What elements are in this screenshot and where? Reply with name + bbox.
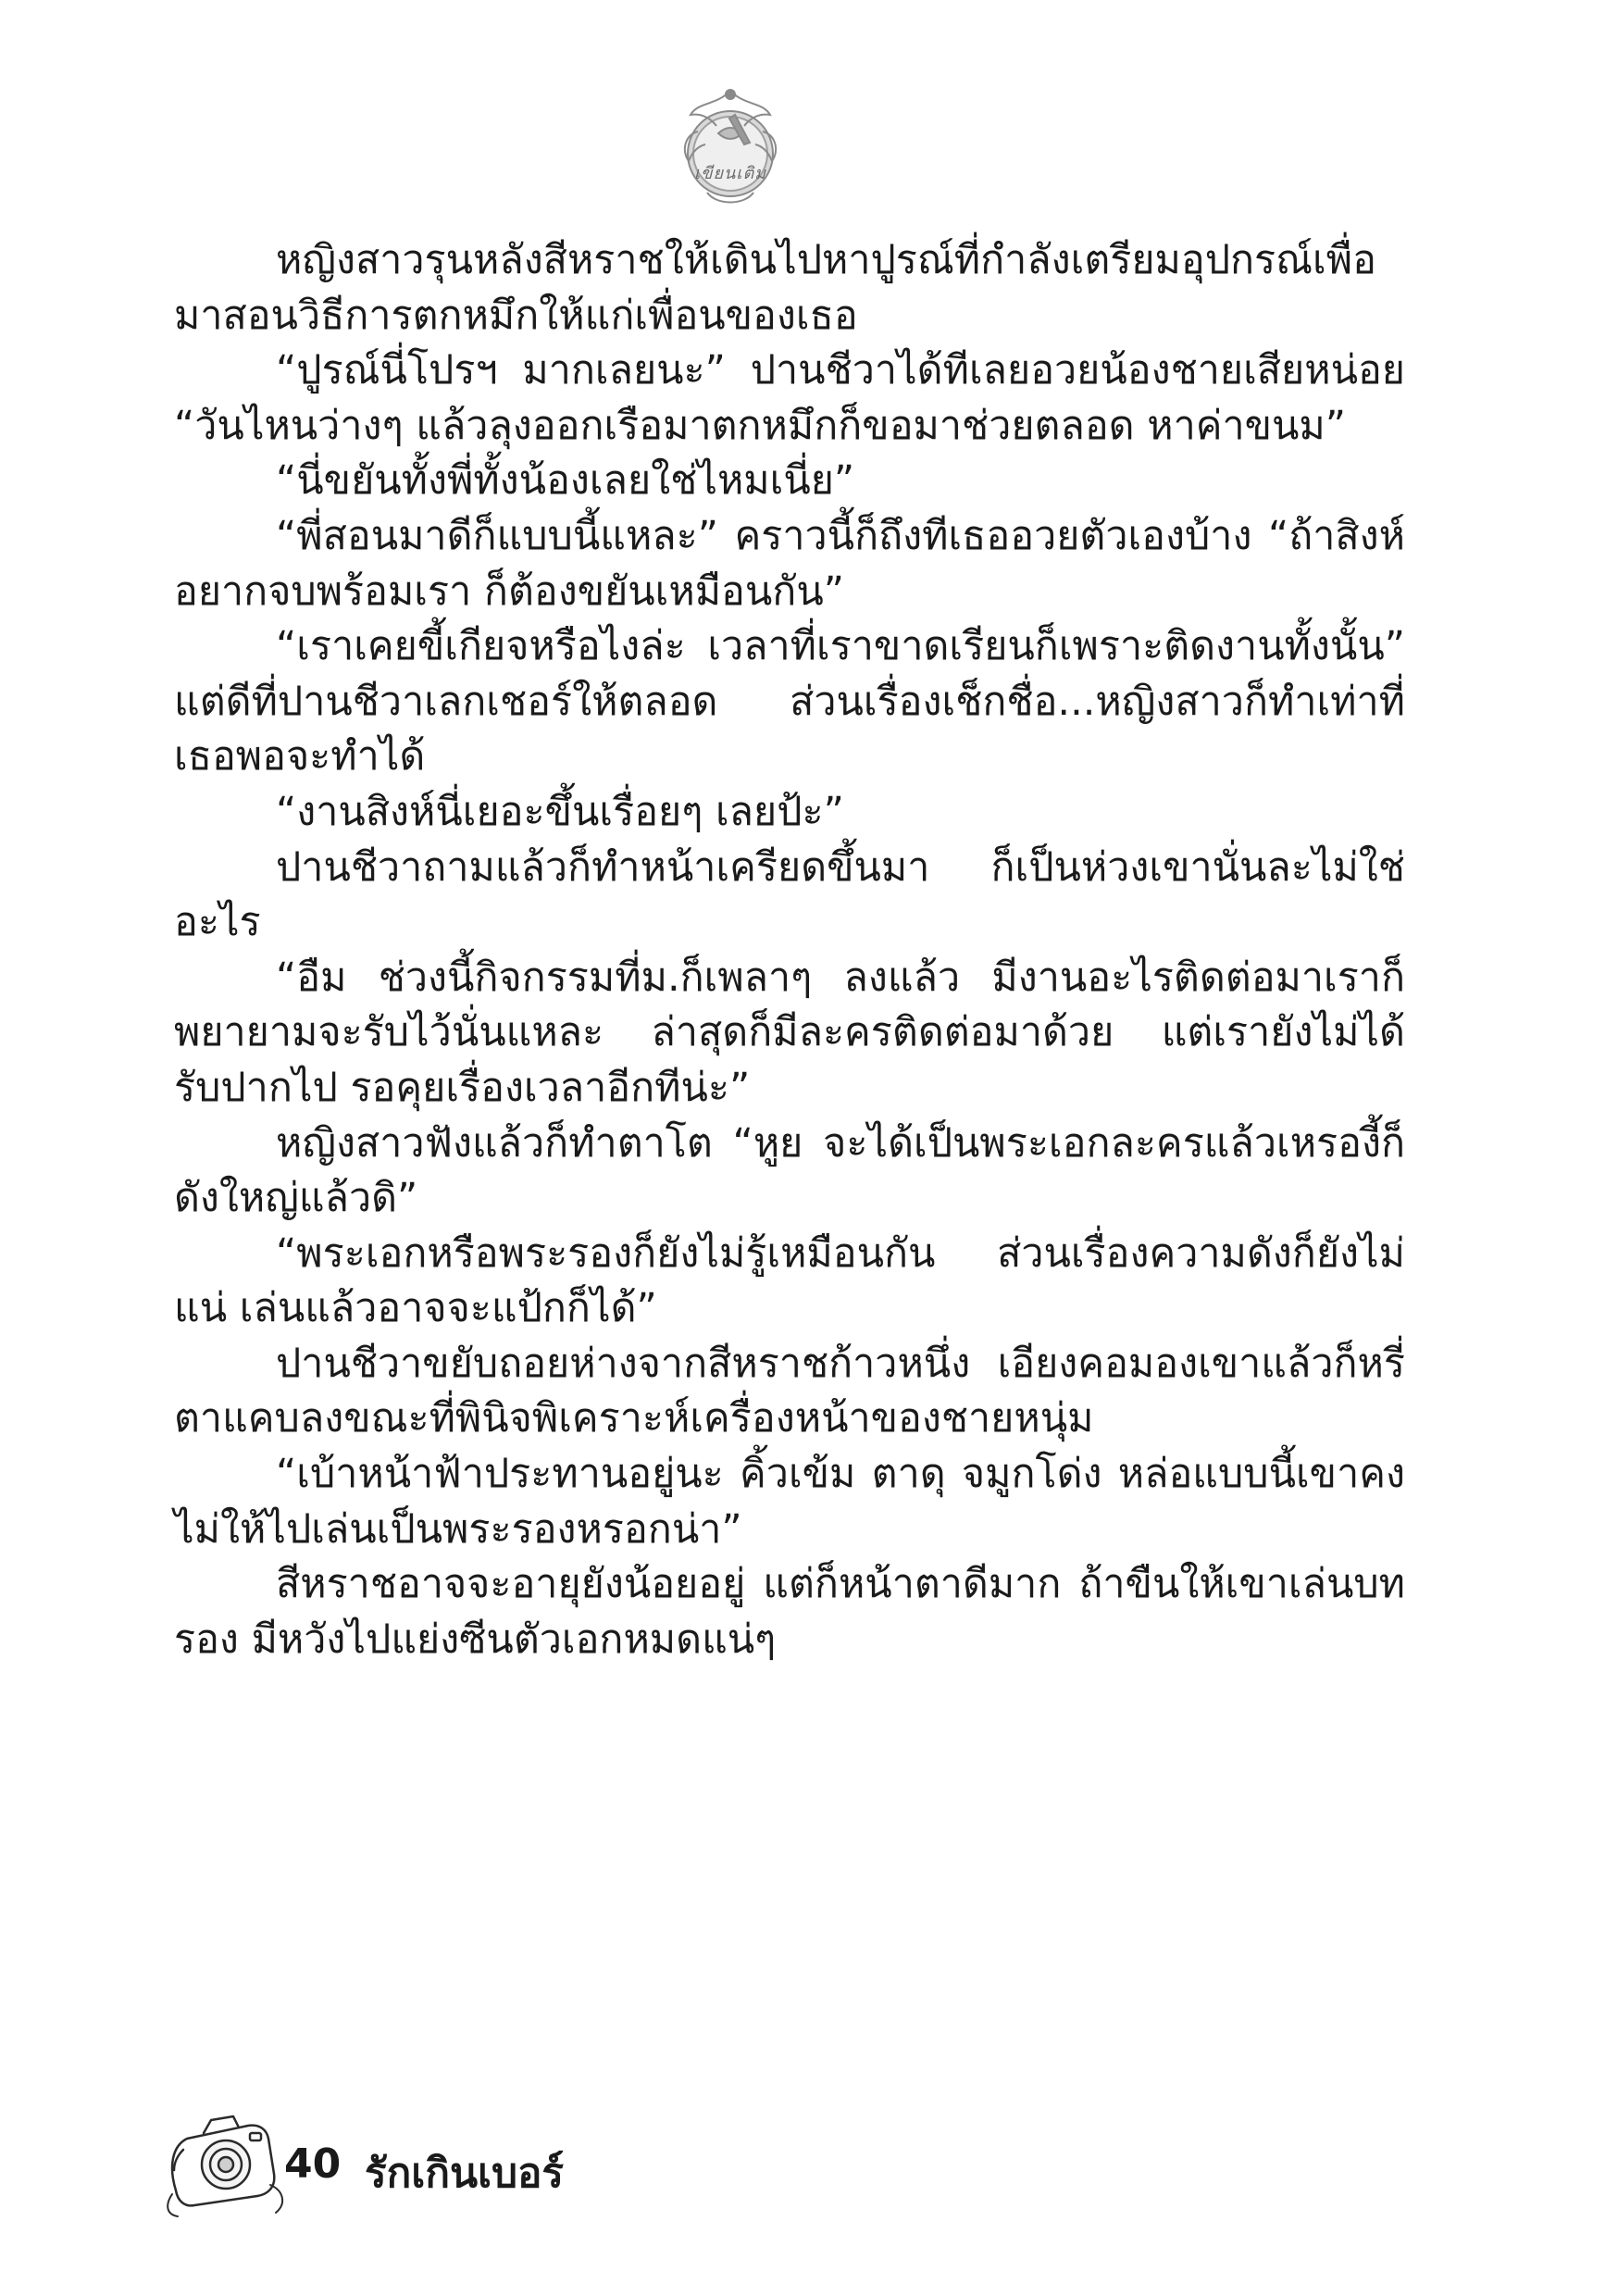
- paragraph: ปานชีวาถามแล้วก็ทำหน้าเครียดขึ้นมา ก็เป็นห่วงเขานั่นละไม่ใช่อะไร: [174, 843, 1405, 946]
- camera-icon: [159, 2102, 298, 2222]
- paragraph: หญิงสาวฟังแล้วก็ทำตาโต “หูย จะได้เป็นพระเอกละครแล้วเหรองี้ก็ดังใหญ่แล้วดิ”: [174, 1119, 1405, 1222]
- paragraph: “เราเคยขี้เกียจหรือไงล่ะ เวลาที่เราขาดเรียนก็เพราะติดงานทั้งนั้น” แต่ดีที่ปานชีวาเลกเชอร์ให้ตลอด ส่วนเรื่องเช็กชื่อ...หญิงสาวก็ทำเท่าที่เธอพอจะทำได้: [174, 623, 1405, 780]
- paragraph: ปานชีวาขยับถอยห่างจากสีหราชก้าวหนึ่ง เอียงคอมองเขาแล้วก็หรี่ตาแคบลงขณะที่พินิจพิเคราะห์เครื่องหน้าของชายหนุ่ม: [174, 1340, 1405, 1442]
- paragraph: หญิงสาวรุนหลังสีหราชให้เดินไปหาปูรณ์ที่กำลังเตรียมอุปกรณ์เพื่อมาสอนวิธีการตกหมึกให้แก่เพื่อนของเธอ: [174, 237, 1376, 339]
- story-text: [174, 233, 1405, 1667]
- paragraph: “ปูรณ์นี่โปรฯ มากเลยนะ” ปานชีวาได้ทีเลยอวยน้องชายเสียหน่อย “วันไหนว่างๆ แล้วลุงออกเรือมาตกหมึกก็ขอมาช่วยตลอด หาค่าขนม”: [174, 347, 1405, 449]
- paragraph: “พระเอกหรือพระรองก็ยังไม่รู้เหมือนกัน ส่วนเรื่องความดังก็ยังไม่แน่ เล่นแล้วอาจจะแป้กก็ได้”: [174, 1229, 1405, 1332]
- paragraph: “อืม ช่วงนี้กิจกรรมที่ม.ก็เพลาๆ ลงแล้ว มีงานอะไรติดต่อมาเราก็พยายามจะรับไว้นั่นแหละ ล่าสุดก็มีละครติดต่อมาด้วย แต่เรายังไม่ได้รับปากไป รอคุยเรื่องเวลาอีกทีน่ะ”: [174, 954, 1405, 1111]
- paragraph: “เบ้าหน้าฟ้าประทานอยู่นะ คิ้วเข้ม ตาดุ จมูกโด่ง หล่อแบบนี้เขาคงไม่ให้ไปเล่นเป็นพระรองหรอกน่า”: [174, 1451, 1405, 1553]
- page-number: 40: [284, 2140, 342, 2188]
- paragraph: “พี่สอนมาดีก็แบบนี้แหละ” คราวนี้ก็ถึงทีเธออวยตัวเองบ้าง “ถ้าสิงห์อยากจบพร้อมเรา ก็ต้องขยันเหมือนกัน”: [174, 512, 1405, 615]
- emblem-label: เขียนเติม: [693, 164, 766, 183]
- book-title: รักเกินเบอร์: [365, 2150, 565, 2197]
- paragraph: “งานสิงห์นี่เยอะขึ้นเรื่อยๆ เลยป้ะ”: [276, 788, 844, 835]
- paragraph: สีหราชอาจจะอายุยังน้อยอยู่ แต่ก็หน้าตาดีมาก ถ้าขืนให้เขาเล่นบทรอง มีหวังไปแย่งซีนตัวเอกหมดแน่ๆ: [174, 1561, 1405, 1663]
- ornamental-emblem-icon: [661, 78, 800, 217]
- page-footer: [159, 2102, 807, 2222]
- paragraph: “นี่ขยันทั้งพี่ทั้งน้องเลยใช่ไหมเนี่ย”: [276, 457, 855, 505]
